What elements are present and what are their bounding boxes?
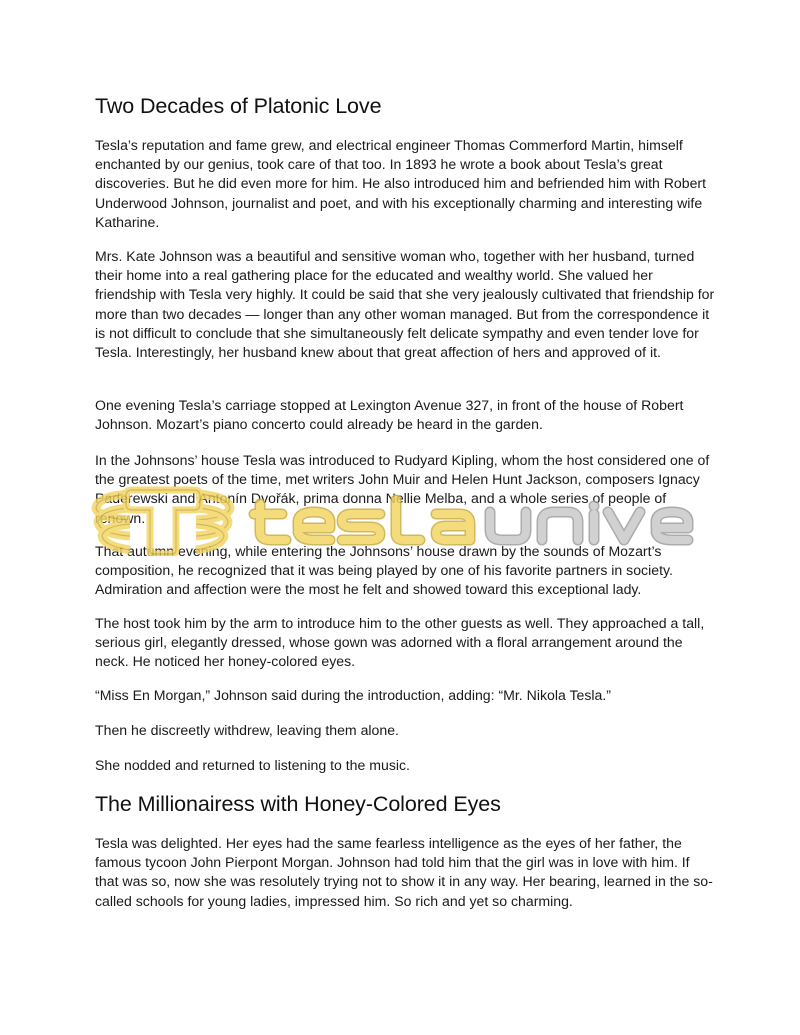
paragraph: One evening Tesla’s carriage stopped at Lexington Avenue 327, in front of the house of Robert Johnson. Mozart’s piano concerto could already be heard in the garden. (95, 397, 684, 433)
paragraph: Tesla was delighted. Her eyes had the same fearless intelligence as the eyes of her father, the famous tycoon John Pierpont Morgan. Johnson had told him that the girl was in love with him. If that was so, now she was resolutely trying not to show it in any way. Her bearing, learned in the so-called schools for young ladies, impressed him. So rich and yet so charming. (95, 835, 713, 909)
paragraph: Mrs. Kate Johnson was a beautiful and sensitive woman who, together with her husband, turned their home into a real gathering place for the educated and wealthy world. She valued her friendship with Tesla very highly. It could be said that she very jealously cultivated that friendship for more than two decades — longer than any other woman managed. But from the correspondence it is not difficult to conclude that she simultaneously felt delicate sympathy and even tender love for Tesla. Interestingly, her husband knew about that great affection of hers and approved of it. (95, 248, 715, 361)
section-heading: The Millionairess with Honey-Colored Eyes (95, 792, 501, 816)
paragraph: Tesla’s reputation and fame grew, and electrical engineer Thomas Commerford Martin, himself enchanted by our genius, took care of that too. In 1893 he wrote a book about Tesla’s great discoveries. But he did even more for him. He also introduced him and befriended him with Robert Underwood Johnson, journalist and poet, and with his exceptionally charming and interesting wife Katharine. (95, 137, 707, 230)
paragraph: She nodded and returned to listening to the music. (95, 757, 410, 773)
paragraph: In the Johnsons’ house Tesla was introduced to Rudyard Kipling, whom the host considered one of the greatest poets of the time, met writers John Muir and Helen Hunt Jackson, composers Ignacy Paderewski and Antonín Dvořák, prima donna Nellie Melba, and a whole series of people of renown. (95, 452, 710, 526)
paragraph: “Miss En Morgan,” Johnson said during the introduction, adding: “Mr. Nikola Tesla.” (95, 687, 611, 703)
paragraph: Then he discreetly withdrew, leaving them alone. (95, 722, 399, 738)
paragraph: That autumn evening, while entering the Johnsons’ house drawn by the sounds of Mozart’s composition, he recognized that it was being played by one of his favorite partners in society. Admiration and affection were the most he felt and showed toward this exceptional lady. (95, 543, 673, 598)
section-heading: Two Decades of Platonic Love (95, 94, 382, 118)
paragraph: The host took him by the arm to introduce him to the other guests as well. They approached a tall, serious girl, elegantly dressed, whose gown was adorned with a floral arrangement around the neck. He noticed her honey-colored eyes. (95, 615, 705, 670)
